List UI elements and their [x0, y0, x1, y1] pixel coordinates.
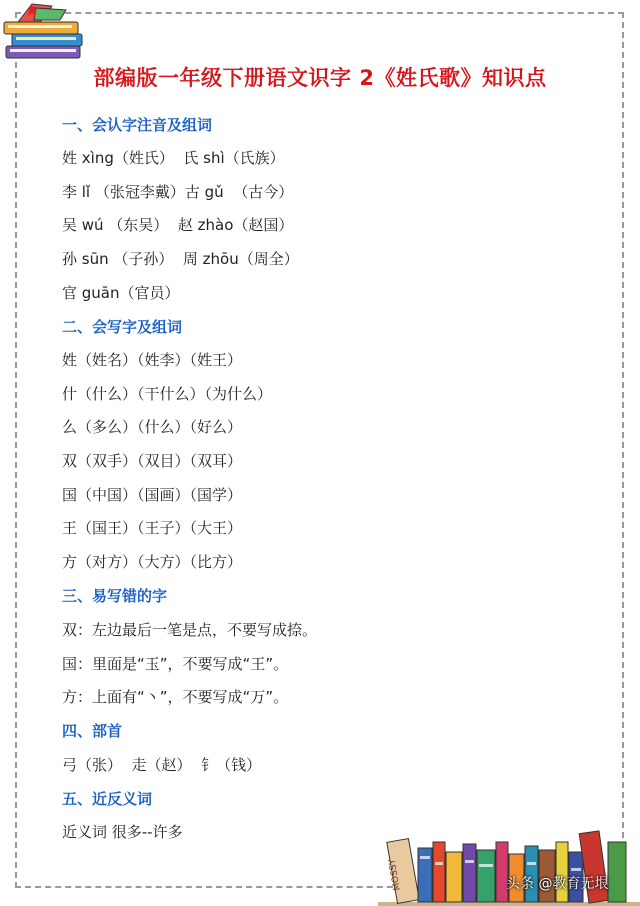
watermark: 头条 @教育无垠: [506, 876, 609, 892]
content-line: 双：左边最后一笔是点，不要写成捺。: [62, 621, 318, 639]
content-line: 姓 xìng（姓氏） 氏 shì（氏族）: [62, 149, 285, 167]
books-stack-icon: [0, 0, 90, 66]
content-line: 孙 sūn （子孙） 周 zhōu（周全）: [62, 250, 299, 268]
content-line: 国：里面是“玉”，不要写成“王”。: [62, 655, 289, 673]
content-line: 王（国王）（王子）（大王）: [62, 519, 243, 537]
section-heading: 二、会写字及组词: [62, 318, 183, 336]
content-line: 吴 wú （东吴） 赵 zhào（赵国）: [62, 216, 294, 234]
content-line: 双（双手）（双目）（双耳）: [62, 452, 243, 470]
content-line: 李 lǐ （张冠李戴）古 gǔ （古今）: [62, 183, 294, 201]
content-line: 国（中国）（国画）（国学）: [62, 486, 243, 504]
page-title: 部编版一年级下册语文识字 2《姓氏歌》知识点: [93, 66, 547, 90]
content-line: 么（多么）（什么）（好么）: [62, 418, 243, 436]
section-heading: 五、近反义词: [62, 790, 153, 808]
content-line: 姓（姓名）（姓李）（姓王）: [62, 351, 243, 369]
section-heading: 四、部首: [62, 722, 123, 740]
section-heading: 一、会认字注音及组词: [62, 116, 213, 134]
content-line: 近义词 很多--许多: [62, 823, 183, 841]
content-line: 什（什么）（干什么）（为什么）: [62, 385, 273, 403]
content-line: 弓（张） 走（赵） 钅（钱）: [62, 756, 262, 774]
section-heading: 三、易写错的字: [62, 587, 168, 605]
content-line: 官 guān（官员）: [62, 284, 180, 302]
book-spine-label: MOSSY: [387, 858, 403, 892]
content-line: 方：上面有“丶”，不要写成“万”。: [62, 688, 289, 706]
content-line: 方（对方）（大方）（比方）: [62, 553, 243, 571]
